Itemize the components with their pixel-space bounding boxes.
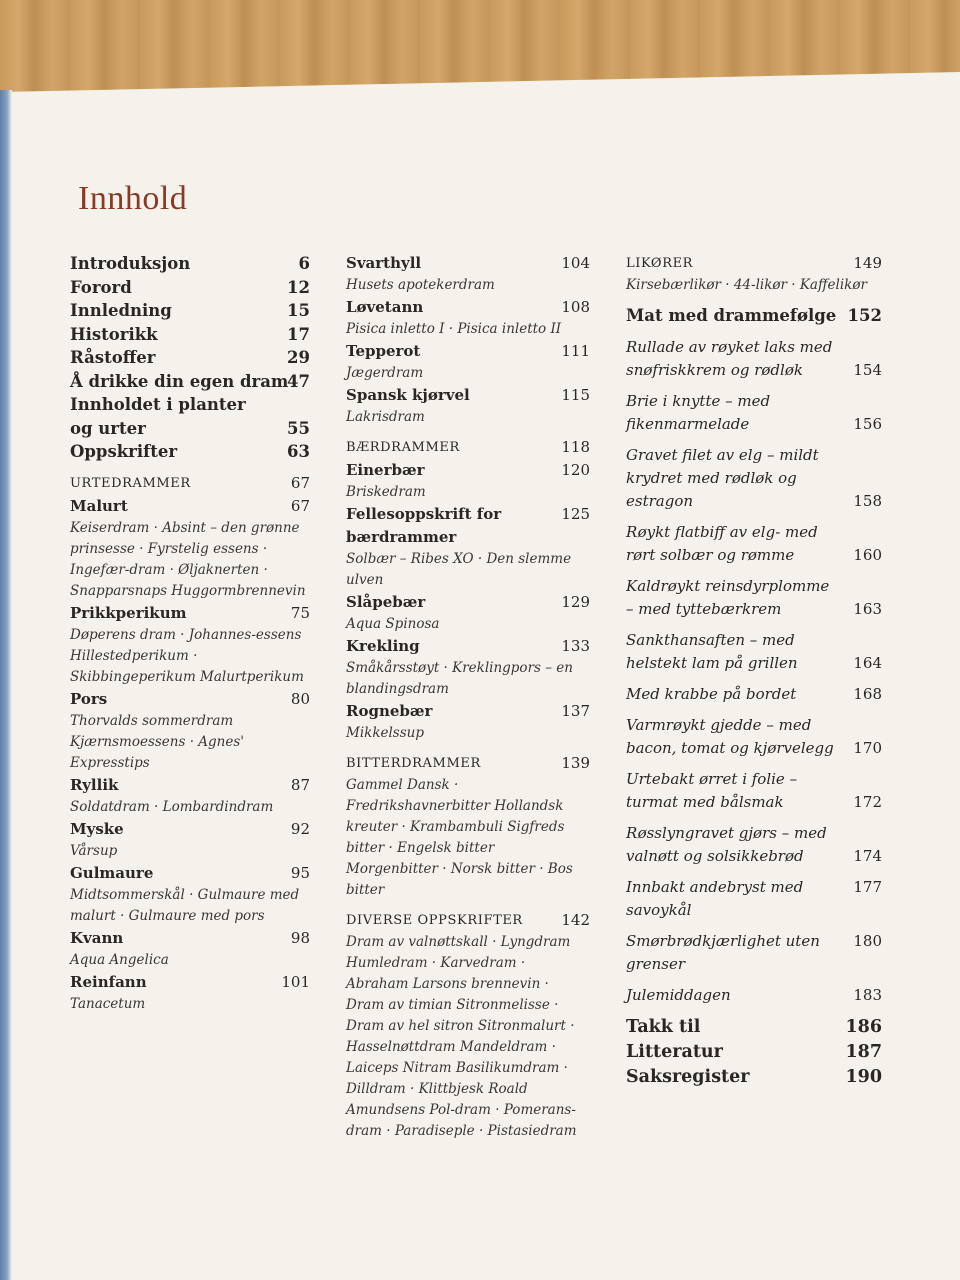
toc-section-heading: BITTERDRAMMER 139 Gammel Dansk · Fredrikshavnerbitter Hollandsk kreuter · Krambambuli Sigfreds bitter · Engelsk bitter Morgenbitter · Norsk bitter · Bos bitter: [346, 754, 590, 898]
toc-entry: Innledning 15: [70, 301, 310, 320]
toc-entry: Brie i knytte – med fikenmarmelade 156: [626, 391, 882, 433]
toc-entry: Introduksjon 6: [70, 254, 310, 273]
toc-entry: Innbakt andebryst med savoykål 177: [626, 877, 882, 919]
toc-entry: Smørbrødkjærlighet uten grenser 180: [626, 931, 882, 973]
toc-entry: Takk til 186: [626, 1016, 882, 1037]
toc-entry: Pors 80 Thorvalds sommerdram Kjærnsmoessens · Agnes' Expresstips: [70, 689, 310, 771]
toc-section-heading: DIVERSE OPPSKRIFTER 142 Dram av valnøttskall · Lyngdram Humledram · Karvedram · Abraham Larsons brennevin · Dram av timian Sitronmelisse · Dram av hel sitron Sitronmalurt · Hasselnøttdram Mandeldram · Laiceps Nitram Basilikumdram · Dilldram · Klittbjesk Roald Amundsens Pol-dram · Pomerans-dram · Paradiseple · Pistasiedram: [346, 911, 590, 1139]
toc-entry: Varmrøykt gjedde – med bacon, tomat og kjørvelegg 170: [626, 715, 882, 757]
toc-entry: Oppskrifter 63: [70, 442, 310, 461]
toc-entry: Myske 92 Vårsup: [70, 819, 310, 859]
toc-column-1: [70, 252, 310, 1015]
toc-entry: Med krabbe på bordet 168: [626, 684, 882, 703]
toc-entry: Einerbær 120 Briskedram: [346, 461, 590, 500]
toc-entry: Krekling 133 Småkårsstøyt · Kreklingpors – en blandingsdram: [346, 637, 590, 697]
toc-entry: Ryllik 87 Soldatdram · Lombardindram: [70, 775, 310, 815]
toc-entry: Spansk kjørvel 115 Lakrisdram: [346, 386, 590, 425]
toc-entry: Malurt 67 Keiserdram · Absint – den grønne prinsesse · Fyrstelig essens · Ingefær-dram · Øljaknerten · Snapparsnaps Huggormbrennevin: [70, 496, 310, 599]
toc-entry: Å drikke din egen dram 47: [70, 371, 310, 391]
toc-entry: Råstoffer 29: [70, 348, 310, 367]
toc-entry: Tepperot 111 Jægerdram: [346, 342, 590, 381]
toc-entry: Rognebær 137 Mikkelssup: [346, 702, 590, 741]
toc-entry: Forord 12: [70, 277, 310, 297]
toc-entry: Innholdet i planter: [70, 395, 246, 414]
toc-column-3: [626, 252, 882, 1090]
toc-entry: Reinfann 101 Tanacetum: [70, 972, 310, 1012]
toc-entry: Julemiddagen 183: [626, 985, 882, 1004]
toc-entry: Fellesoppskrift for bærdrammer 125 Solbær – Ribes XO · Den slemme ulven: [346, 505, 590, 588]
toc-entry: Løvetann 108 Pisica inletto I · Pisica inletto II: [346, 298, 590, 337]
toc-entry: Sankthansaften – med helstekt lam på grillen 164: [626, 630, 882, 672]
toc-entry: Prikkperikum 75 Døperens dram · Johannes-essens Hillestedperikum · Skibbingeperikum Malurtperikum: [70, 603, 310, 685]
toc-section-heading: LIKØRER 149 Kirsebærlikør · 44-likør · Kaffelikør: [626, 254, 882, 293]
toc-section-heading: URTEDRAMMER 67: [70, 473, 310, 492]
toc-entry: Kaldrøykt reinsdyrplomme – med tyttebærkrem 163: [626, 576, 882, 618]
toc-column-2: [346, 252, 590, 1142]
toc-entry: Røsslyngravet gjørs – med valnøtt og solsikkebrød 174: [626, 823, 882, 865]
toc-entry: Svarthyll 104 Husets apotekerdram: [346, 254, 590, 293]
page-title: Innhold: [78, 180, 188, 217]
toc-entry: Rullade av røyket laks med snøfriskkrem og rødløk 154: [626, 337, 882, 379]
toc-entry: Slåpebær 129 Aqua Spinosa: [346, 593, 590, 632]
toc-entry: Røykt flatbiff av elg- med rørt solbær og rømme 160: [626, 522, 882, 564]
toc-section-heading: BÆRDRAMMER 118: [346, 438, 590, 456]
book-spine: [0, 90, 12, 1280]
toc-entry: Litteratur 187: [626, 1041, 882, 1062]
toc-entry: Historikk 17: [70, 324, 310, 344]
toc-entry: Mat med drammefølge 152: [626, 306, 882, 325]
toc-entry: Saksregister 190: [626, 1066, 882, 1087]
toc-entry: Kvann 98 Aqua Angelica: [70, 928, 310, 968]
toc-entry: og urter 55: [70, 418, 310, 438]
toc-entry: Gravet filet av elg – mildt krydret med rødløk og estragon 158: [626, 445, 882, 510]
toc-entry: Urtebakt ørret i folie – turmat med bålsmak 172: [626, 769, 882, 811]
toc-entry: Gulmaure 95 Midtsommerskål · Gulmaure med malurt · Gulmaure med pors: [70, 863, 310, 924]
